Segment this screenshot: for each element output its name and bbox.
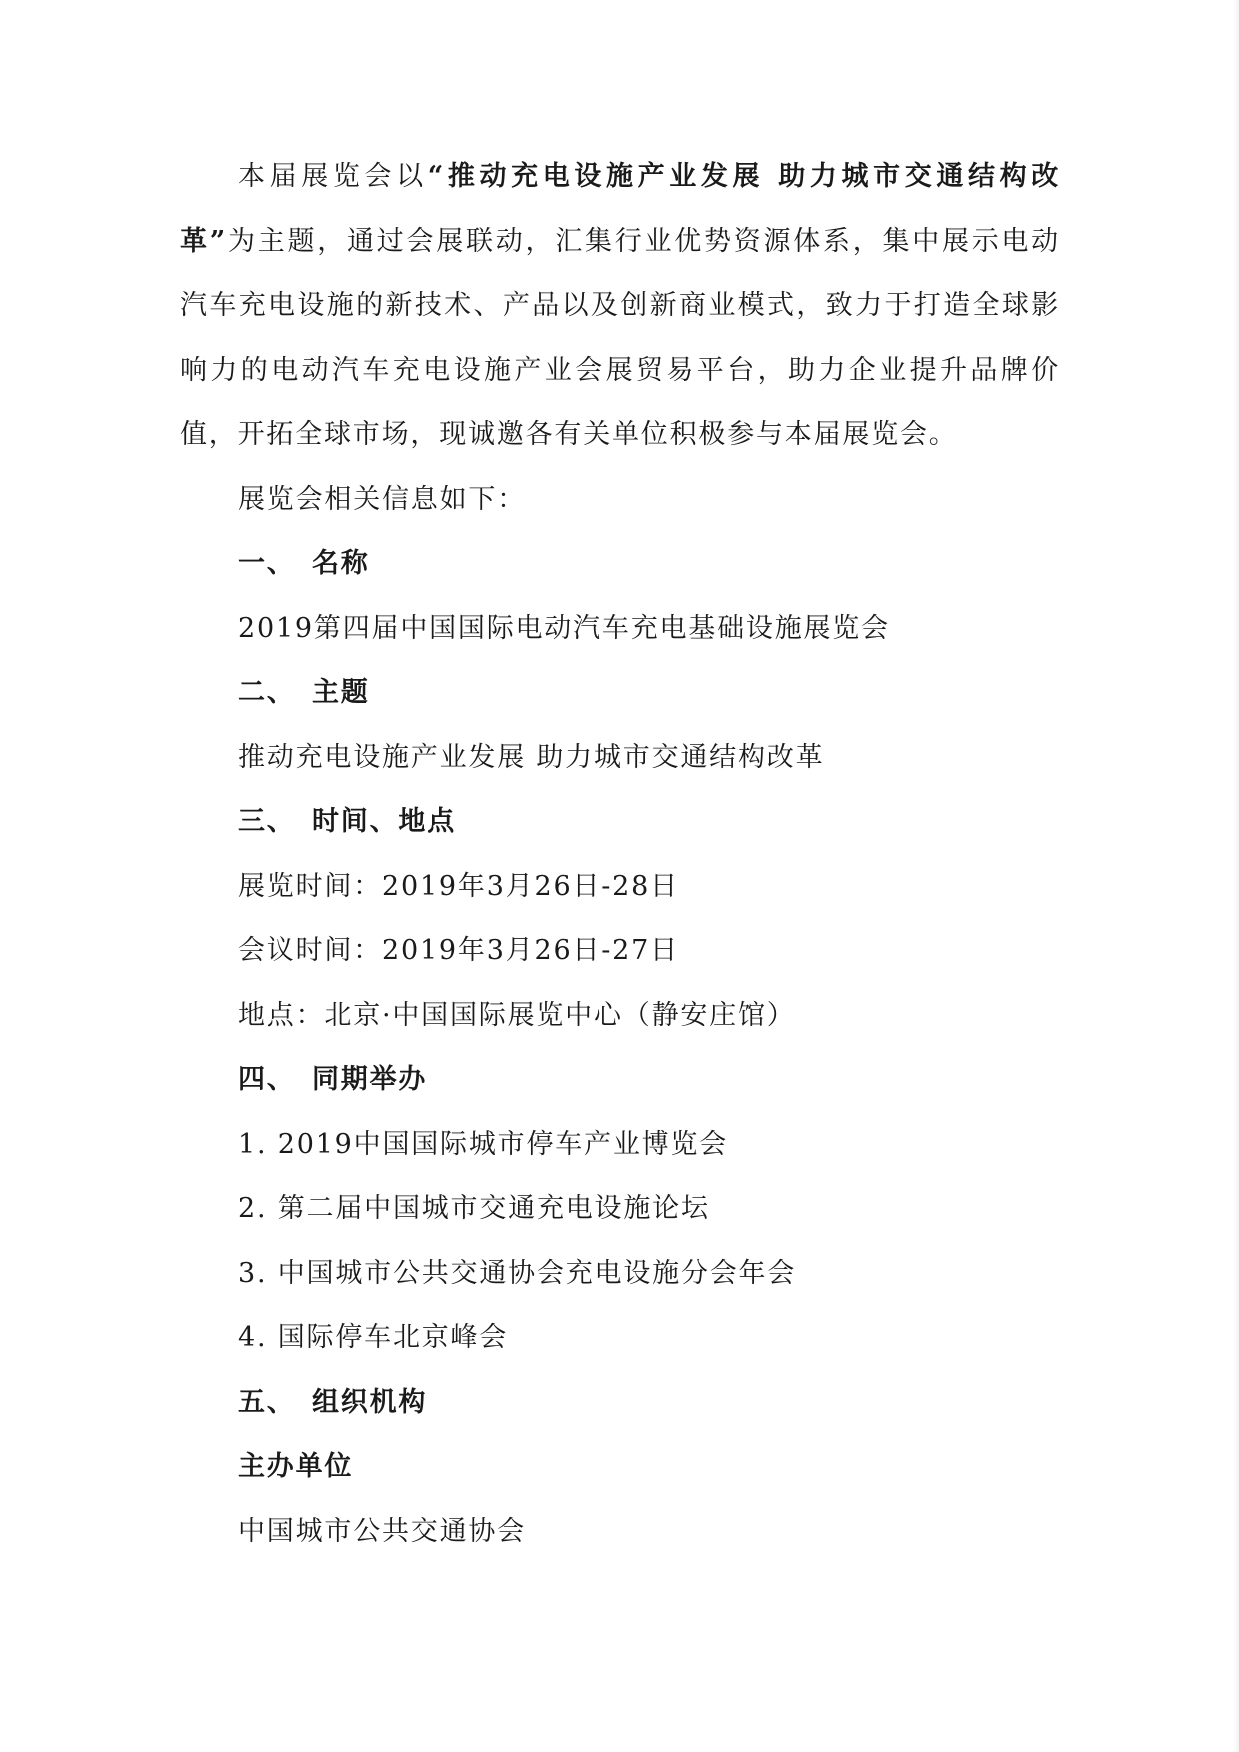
section-number: 四、 [238,1064,296,1095]
list-item: 4. 国际停车北京峰会 [238,1322,509,1353]
list-item: 3. 中国城市公共交通协会充电设施分会年会 [238,1257,797,1289]
list-item: 1. 2019中国国际城市停车产业博览会 [238,1128,729,1160]
intro-prefix: 本届展览会以 [238,161,428,192]
meeting-time: 会议时间：2019年3月26日-27日 [238,935,679,966]
section-heading-concurrent [180,1048,1060,1113]
info-intro: 展览会相关信息如下： [238,483,526,515]
intro-rest: 为主题，通过会展联动，汇集行业优势资源体系，集中展示电动汽车充电设施的新技术、产品以及创新商业模式，致力于打造全球影响力的电动汽车充电设施产业会展贸易平台，助力企业提升品牌价值，开拓全球市场，现诚邀各有关单位积极参与本届展览会。 [180,225,1060,450]
exhibition-name: 2019第四届中国国际电动汽车充电基础设施展览会 [238,612,890,644]
exhibition-time: 展览时间：2019年3月26日-28日 [238,870,679,902]
document-body [180,145,1060,1564]
location: 地点：北京·中国国际展览中心（静安庄馆） [238,999,796,1031]
host-value: 中国城市公共交通协会 [238,1515,526,1547]
section-number: 二、 [238,677,296,708]
exhibition-theme: 推动充电设施产业发展 助力城市交通结构改革 [238,741,825,773]
section-number: 一、 [238,548,296,579]
section-title: 同期举办 [312,1064,428,1095]
section-title: 组织机构 [312,1386,428,1418]
host-label: 主办单位 [238,1451,354,1482]
section-heading-time-place [180,790,1060,855]
section-number: 五、 [238,1386,296,1418]
section-title: 时间、地点 [312,806,456,837]
scan-edge-shadow [1233,0,1239,1752]
section-number: 三、 [238,806,296,837]
list-item: 2. 第二届中国城市交通充电设施论坛 [238,1193,710,1224]
section-heading-theme [180,661,1060,726]
intro-theme: “推动充电设施产业发展 助力城市交通结构改革” [180,161,1060,257]
section-heading-organization [180,1371,1060,1436]
section-title: 名称 [312,548,370,579]
section-title: 主题 [312,677,370,708]
intro-paragraph [180,145,1060,468]
section-heading-name [180,532,1060,597]
